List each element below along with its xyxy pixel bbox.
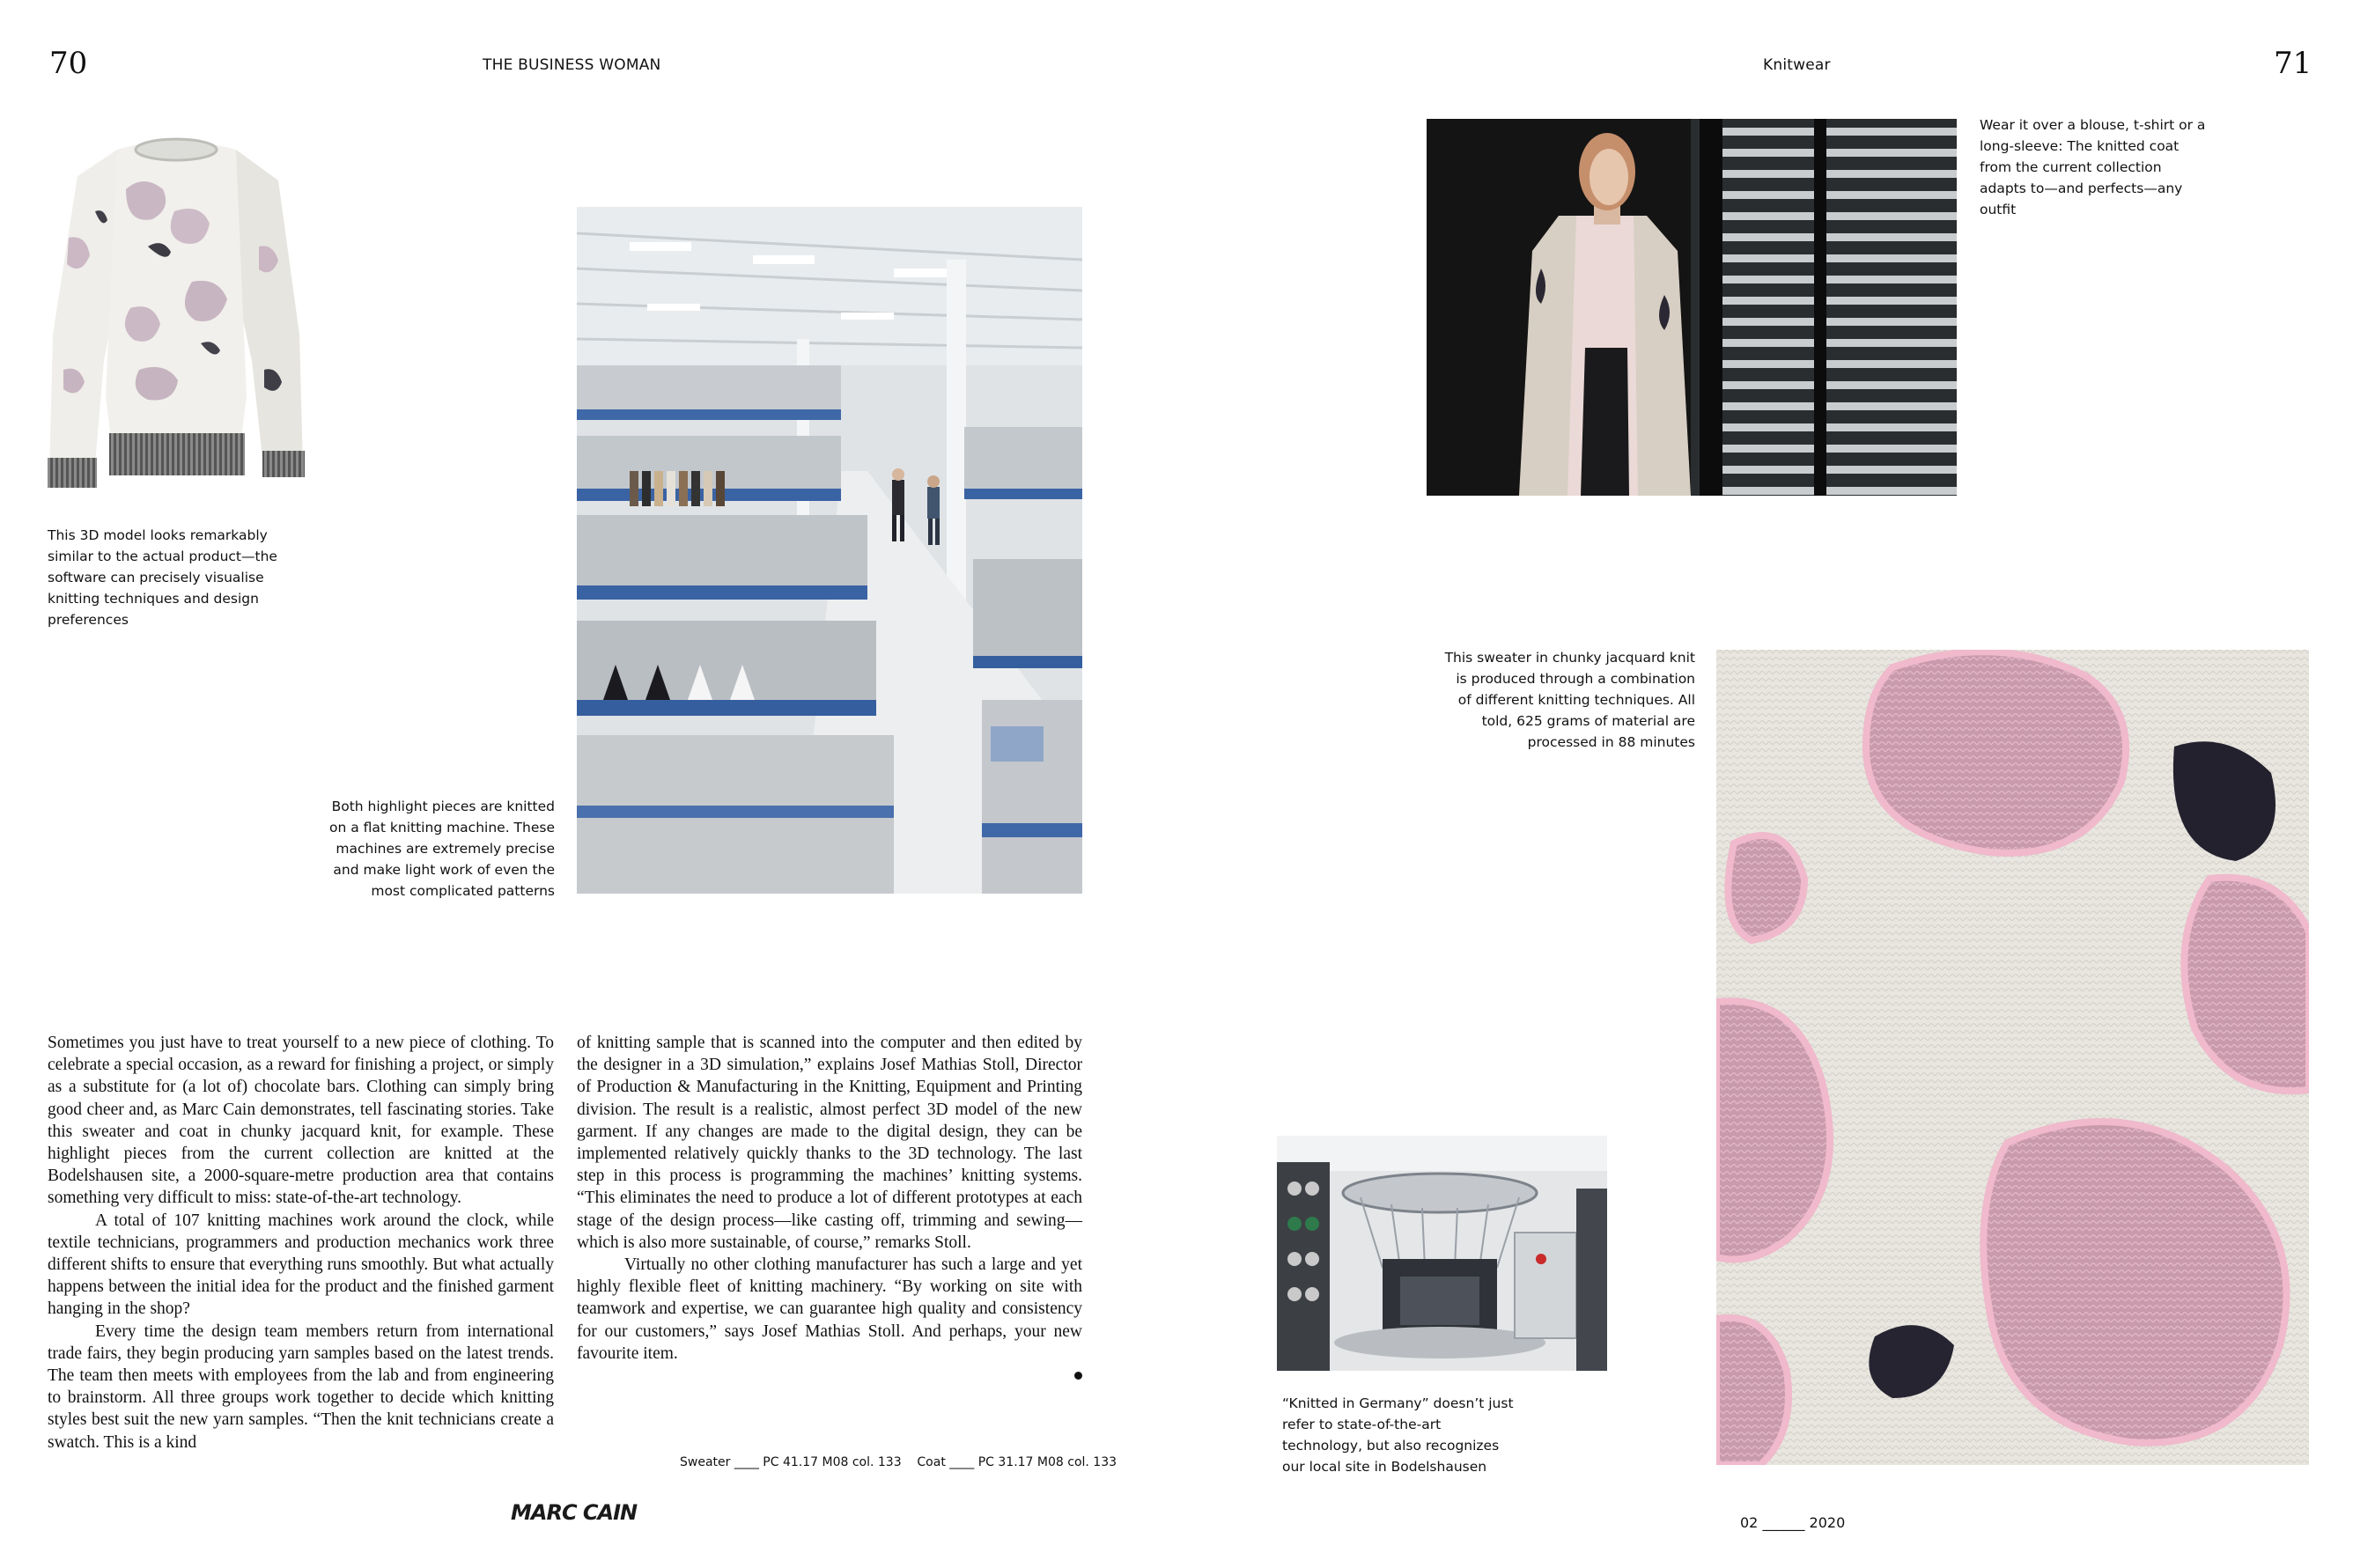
caption-knitted-coat: Wear it over a blouse, t-shirt or a long-sleeve: The knitted coat from the current collection adapts to—and perfects—any outfit bbox=[1980, 117, 2206, 217]
product-codes: Sweater ____ PC 41.17 M08 col. 133 Coat ____ PC 31.17 M08 col. 133 bbox=[680, 1455, 1117, 1469]
article-column-1 bbox=[48, 1032, 554, 1454]
article-paragraph: Virtually no other clothing manufacturer has such a large and yet highly flexible fleet of knitting machinery. “By working on site with teamwork and expertise, we can guarantee high quality and consistency for our customers,” says Josef Mathias Stoll. And perhaps, your new favourite item. bbox=[577, 1255, 1082, 1363]
article-paragraph: Sometimes you just have to treat yourself to a new piece of clothing. To celebrate a special occasion, as a reward for finishing a project, or simply as a substitute for (a lot of) chocolate bars. Clothing can simply bring good cheer and, as Marc Cain demonstrates, tell fascinating stories. Take this sweater and coat in chunky jacquard knit, for example. These highlight pieces from the current collection are knitted at the Bodelshausen site, a 2000-square-metre production area that contains something very difficult to miss: state-of-the-art technology. bbox=[48, 1034, 554, 1208]
article-paragraph: A total of 107 knitting machines work around the clock, while textile technicians, programmers and production mechanics work three different shifts to ensure that everything runs smoothly. But what actually happens between the initial idea for the product and the finished garment hanging in the shop? bbox=[48, 1211, 554, 1319]
end-of-article-bullet bbox=[1074, 1372, 1082, 1380]
caption-sweater-model: This 3D model looks remarkably similar to the actual product—the software can precisely visualise knitting techniques and design preferences bbox=[48, 527, 277, 628]
issue-date: 02 ______ 2020 bbox=[1740, 1514, 1846, 1531]
circular-knitting-machine-image bbox=[1277, 1136, 1607, 1371]
page-number-right: 71 bbox=[2274, 46, 2312, 81]
sweater-3d-model-image bbox=[42, 106, 306, 511]
article-paragraph: of knitting sample that is scanned into the computer and then edited by the designer in a 3D simulation,” explains Josef Mathias Stoll, Director of Production & Manufacturing in the Knitting, Equipment and Printing division. The result is a realistic, almost perfect 3D model of the new garment. If any changes are made to the digital design, they can be implemented relatively quickly thanks to the 3D technology. The last step in this process is programming the machines’ knitting systems. “This eliminates the need to produce a lot of different prototypes at each stage of the design process—like casting off, trimming and sewing—which is also more sustainable, of course,” remarks Stoll. bbox=[577, 1034, 1082, 1252]
model-knitted-coat-image bbox=[1427, 119, 1957, 496]
page-number-left: 70 bbox=[49, 46, 88, 81]
caption-jacquard-knit: This sweater in chunky jacquard knit is produced through a combination of different knitting techniques. All told, 625 grams of material are processed in 88 minutes bbox=[1444, 650, 1695, 750]
section-header: Knitwear bbox=[1763, 56, 1831, 74]
article-paragraph: Every time the design team members return from international trade fairs, they begin producing yarn samples based on the latest trends. The team then meets with employees from the lab and from engineering to brainstorm. All three groups work together to decide which knitting styles best suit the new yarn samples. “Then the knit technicians create a swatch. This is a kind bbox=[48, 1321, 554, 1452]
caption-knitted-in-germany: “Knitted in Germany” doesn’t just refer to state-of-the-art technology, but also recognizes our local site in Bodelshausen bbox=[1282, 1395, 1514, 1475]
caption-flat-knitting-machine: Both highlight pieces are knitted on a flat knitting machine. These machines are extremely precise and make light work of even the most complicated patterns bbox=[329, 799, 555, 899]
magazine-header: THE BUSINESS WOMAN bbox=[483, 56, 661, 74]
jacquard-knit-closeup-image bbox=[1716, 650, 2309, 1465]
article-column-2 bbox=[577, 1032, 1082, 1365]
marc-cain-logo: MARC CAIN bbox=[511, 1500, 638, 1525]
factory-floor-image bbox=[577, 207, 1082, 894]
